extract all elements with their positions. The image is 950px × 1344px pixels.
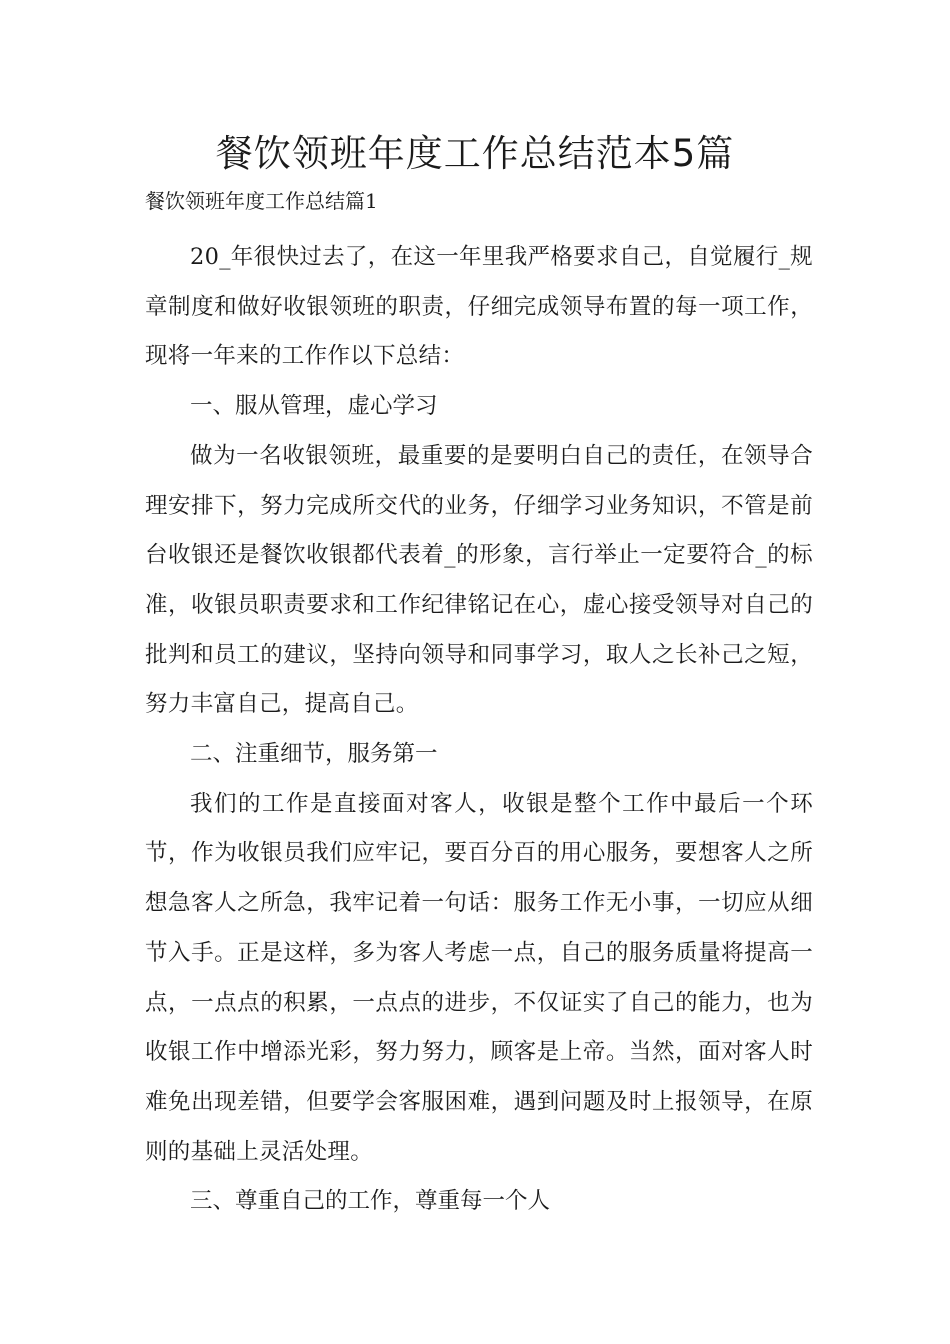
paragraph-section-2: 我们的工作是直接面对客人，收银是整个工作中最后一个环节，作为收银员我们应牢记，要百分百的用心服务，要想客人之所想急客人之所急，我牢记着一句话：服务工作无小事，一切应从细节入手。正是这样，多为客人考虑一点，自己的服务质量将提高一点，一点点的积累，一点点的进步，不仅证实了自己的能力，也为收银工作中增添光彩，努力努力，顾客是上帝。当然，面对客人时难免出现差错，但要学会客服困难，遇到问题及时上报领导，在原则的基础上灵活处理。 [145,790,813,1165]
section-heading-3: 三、尊重自己的工作，尊重每一个人 [190,1188,551,1215]
document-title: 餐饮领班年度工作总结范本5篇 [215,132,735,175]
document-body [145,233,813,1227]
document-subtitle: 餐饮领班年度工作总结篇1 [145,189,378,213]
paragraph-intro: 20_年很快过去了，在这一年里我严格要求自己，自觉履行_规章制度和做好收银领班的职责，仔细完成领导布置的每一项工作，现将一年来的工作作以下总结： [145,244,813,370]
paragraph-section-1: 做为一名收银领班，最重要的是要明白自己的责任，在领导合理安排下，努力完成所交代的业务，仔细学习业务知识，不管是前台收银还是餐饮收银都代表着_的形象，言行举止一定要符合_的标准，收银员职责要求和工作纪律铭记在心，虚心接受领导对自己的批判和员工的建议，坚持向领导和同事学习，取人之长补己之短，努力丰富自己，提高自己。 [145,442,813,718]
section-heading-1: 一、服从管理，虚心学习 [190,393,438,420]
section-heading-2: 二、注重细节，服务第一 [190,741,438,768]
